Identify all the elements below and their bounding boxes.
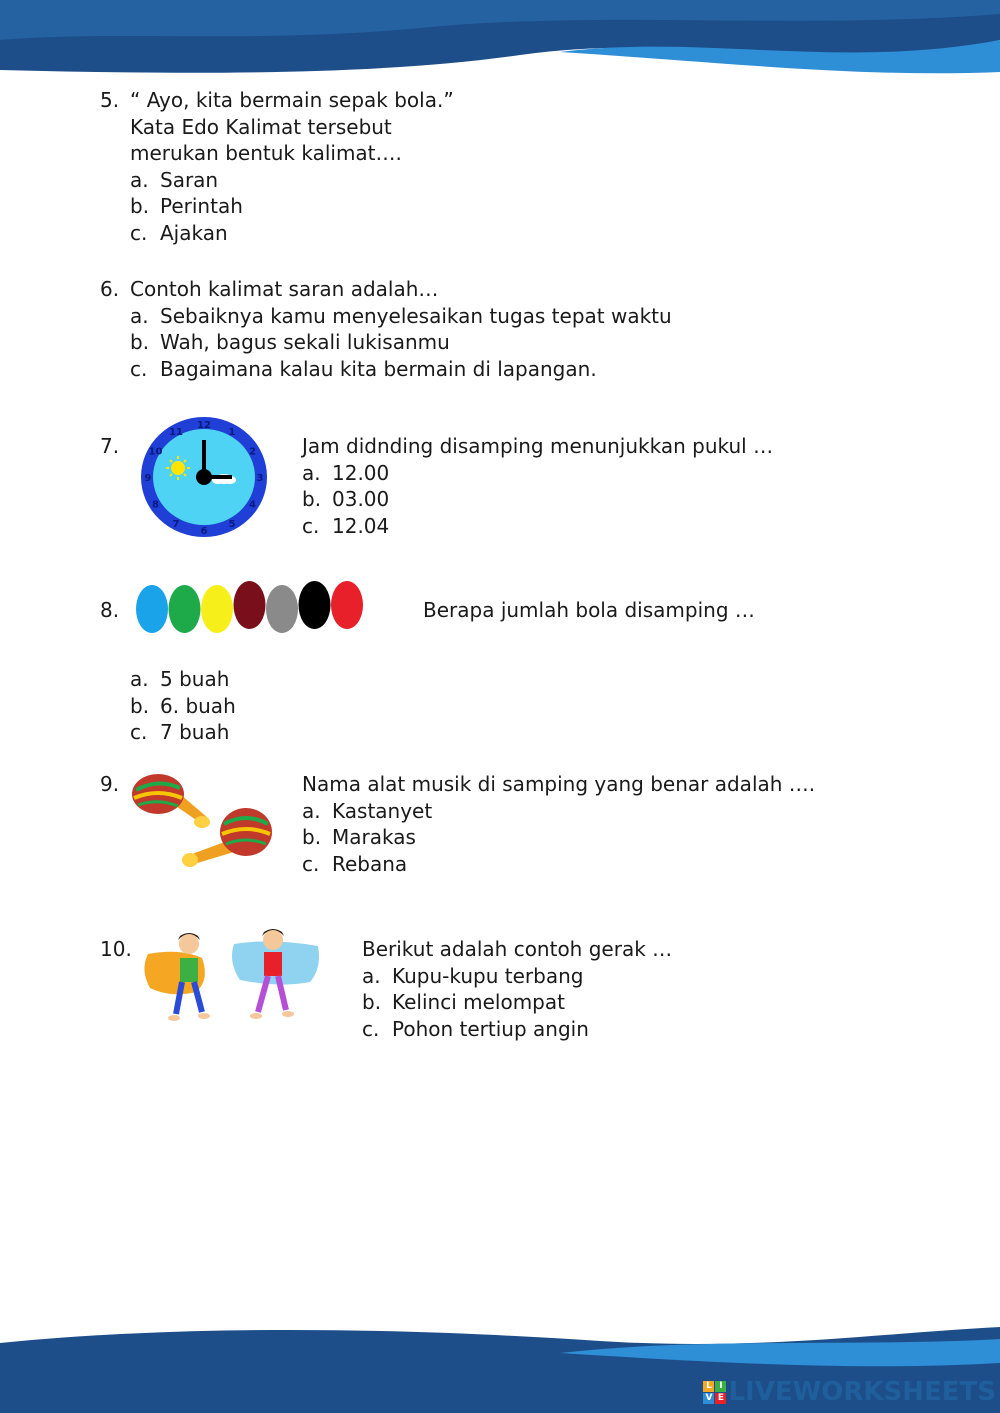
logo-letter: V (703, 1393, 714, 1404)
q6-line: Contoh kalimat saran adalah… (130, 277, 439, 301)
dancer-1 (144, 933, 210, 1021)
dancer-2 (232, 929, 319, 1019)
ball (266, 585, 298, 633)
clock-number: 3 (256, 473, 264, 484)
q9-line: Nama alat musik di samping yang benar adalah …. (302, 772, 816, 796)
q5-line: Kata Edo Kalimat tersebut (130, 114, 392, 139)
q8-option-c[interactable]: c. 7 buah (130, 720, 230, 744)
q5-line: “ Ayo, kita bermain sepak bola.” (130, 88, 454, 112)
clock-number: 10 (148, 446, 163, 458)
q6-option-a[interactable]: a. Sebaiknya kamu menyelesaikan tugas tepat waktu (130, 303, 672, 328)
q10-option-b[interactable]: b. Kelinci melompat (362, 990, 565, 1014)
q10-option-c[interactable]: c. Pohon tertiup angin (362, 1016, 589, 1041)
ball (201, 585, 233, 633)
q9-number: 9. (100, 772, 120, 796)
q5-line: merukan bentuk kalimat…. (130, 141, 402, 165)
q9-block (302, 771, 815, 877)
q8-block (423, 597, 755, 624)
q5-number: 5. (100, 88, 120, 112)
q8-option-b[interactable]: b. 6. buah (130, 693, 236, 718)
clock-number: 12 (197, 420, 211, 431)
q8-option-a[interactable]: a. 5 buah (130, 667, 230, 691)
q7-block (302, 433, 773, 539)
clock-number: 11 (169, 427, 183, 439)
q6-block (130, 276, 672, 382)
colored-balls-image (133, 580, 393, 636)
q6-number: 6. (100, 277, 120, 301)
q10-number: 10. (100, 937, 132, 961)
q6-option-b[interactable]: b. Wah, bagus sekali lukisanmu (130, 330, 450, 354)
logo-letter: L (703, 1381, 714, 1392)
ball (331, 581, 363, 629)
q9-option-c[interactable]: c. Rebana (302, 851, 408, 876)
header-wave (0, 0, 1000, 90)
q5-option-a[interactable]: a. Saran (130, 167, 219, 192)
q5-option-c[interactable]: c. Ajakan (130, 220, 228, 245)
clock-number: 1 (228, 427, 236, 439)
q10-option-a[interactable]: a. Kupu-kupu terbang (362, 963, 584, 988)
q7-option-c[interactable]: c. 12.04 (302, 513, 390, 538)
q6-option-c[interactable]: c. Bagaimana kalau kita bermain di lapangan. (130, 356, 597, 381)
logo-letter: E (715, 1393, 726, 1404)
maracas-image (130, 772, 275, 872)
logo-letter: I (715, 1381, 726, 1392)
sun-icon (171, 461, 185, 475)
q7-number: 7. (100, 434, 120, 458)
clock-number: 4 (249, 499, 256, 511)
q7-option-a[interactable]: a. 12.00 (302, 460, 390, 485)
q8-line: Berapa jumlah bola disamping … (423, 598, 755, 622)
liveworksheets-logo[interactable] (703, 1377, 996, 1407)
ball (136, 585, 168, 633)
clock-number: 2 (249, 446, 256, 458)
q10-block (362, 936, 672, 1042)
q5-option-b[interactable]: b. Perintah (130, 194, 243, 218)
q5-block (130, 87, 454, 246)
clock-number: 8 (152, 499, 159, 511)
wall-clock-image (140, 416, 268, 538)
clock-number: 7 (172, 518, 180, 530)
q8-number: 8. (100, 598, 120, 622)
q8-options (130, 666, 236, 746)
q9-option-a[interactable]: a. Kastanyet (302, 798, 433, 823)
clock-number: 9 (144, 473, 152, 484)
logo-badge (703, 1381, 726, 1404)
dancers-image (140, 928, 325, 1028)
q10-line: Berikut adalah contoh gerak … (362, 937, 673, 961)
ball (169, 585, 201, 633)
q7-line: Jam didnding disamping menunjukkan pukul … (302, 434, 774, 458)
q7-option-b[interactable]: b. 03.00 (302, 487, 390, 511)
ball (299, 581, 331, 629)
logo-text: LIVEWORKSHEETS (728, 1377, 996, 1407)
clock-number: 6 (200, 526, 208, 537)
q9-option-b[interactable]: b. Marakas (302, 825, 416, 849)
ball (234, 581, 266, 629)
clock-number: 5 (228, 518, 236, 530)
